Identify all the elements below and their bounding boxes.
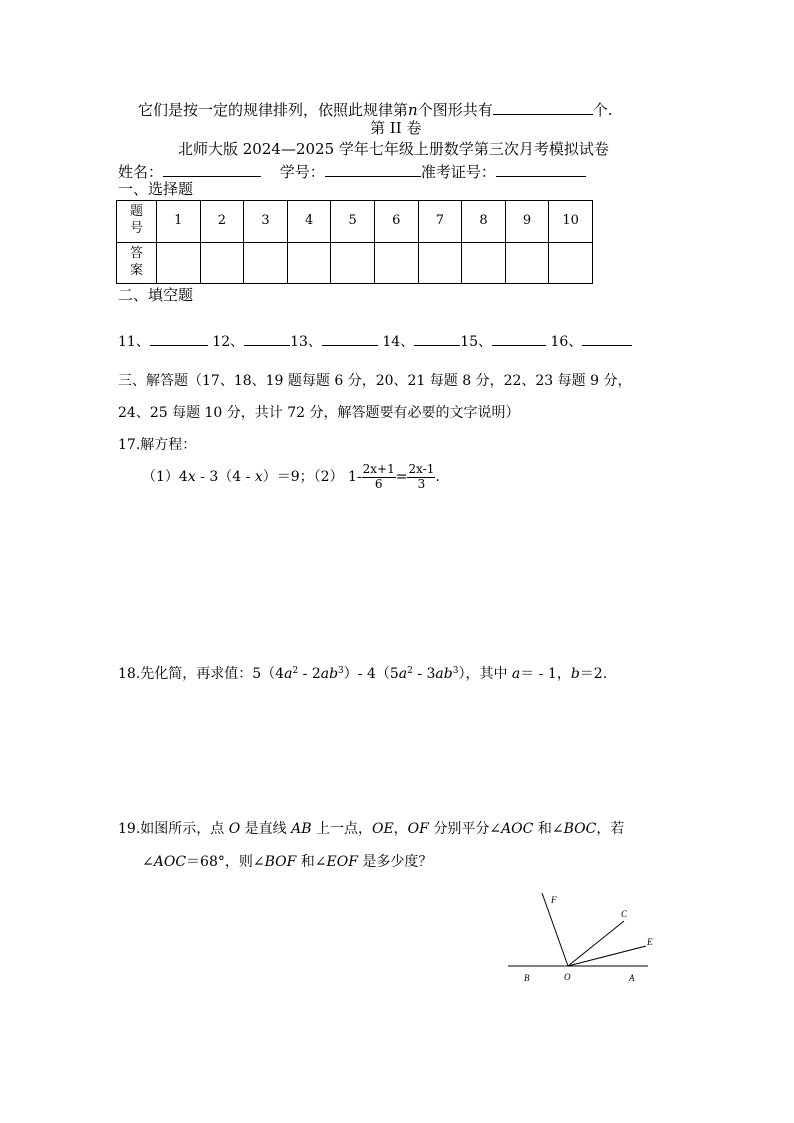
answer-cell[interactable] — [418, 242, 462, 284]
answer-cell[interactable] — [505, 242, 549, 284]
row-label-answer: 答案 — [117, 242, 157, 284]
question-number-cell: 3 — [244, 201, 288, 243]
label-e: E — [647, 937, 653, 947]
exam-no-field[interactable] — [496, 162, 586, 177]
question-17-label: 17.解方程： — [118, 437, 197, 453]
name-field[interactable] — [163, 162, 261, 177]
fraction-right: $\frac{2x-1}{3}$ — [408, 461, 435, 491]
blank-13[interactable] — [322, 331, 378, 346]
answer-row — [117, 242, 593, 284]
row-label-question-number: 题号 — [117, 201, 157, 243]
answer-cell[interactable] — [462, 242, 506, 284]
label-c: C — [621, 909, 628, 919]
answer-cell[interactable] — [374, 242, 418, 284]
question-number-cell: 4 — [287, 201, 331, 243]
answer-blank[interactable] — [493, 100, 593, 115]
volume-label: 第 II 卷 — [370, 119, 422, 137]
question-number-cell: 2 — [200, 201, 244, 243]
section-fill-title: 二、填空题 — [118, 286, 194, 304]
question-number-cell: 1 — [157, 201, 201, 243]
question-18: 18.先化简，再求值：$5(4a^2 - 2ab^3)-$ $4(5a^2 - 3ab^3)$，其中 a＝ - 1，b＝2. — [118, 666, 608, 682]
question-number-cell: 5 — [331, 201, 375, 243]
section-solve-title-line1: 三、解答题（17、18、19 题每题 6 分，20、21 每题 8 分，22、23 每题 9 分， — [118, 373, 632, 389]
previous-question-line: 它们是按一定的规律排列，依照此规律第n个图形共有 个. — [138, 101, 613, 119]
blank-15[interactable] — [492, 331, 546, 346]
id-label: 学号： — [279, 163, 325, 181]
question-19-line2: ∠AOC＝68°，则∠BOF 和∠EOF 是多少度？ — [142, 854, 433, 870]
question-number-row — [117, 201, 593, 243]
question-17-equations: （1）4x - 3（4 - x）＝9；（2） 1- $\frac{2x+1}{6}$ = $\frac{2x-1}{3}$ . — [142, 461, 440, 491]
blank-12[interactable] — [244, 331, 290, 346]
blank-14[interactable] — [414, 331, 460, 346]
fraction-left: $\frac{2x+1}{6}$ — [362, 461, 395, 491]
id-field[interactable] — [325, 162, 421, 177]
answer-cell[interactable] — [200, 242, 244, 284]
question-number-cell: 9 — [505, 201, 549, 243]
answer-cell[interactable] — [331, 242, 375, 284]
page-title: 北师大版 2024—2025 学年七年级上册数学第三次月考模拟试卷 — [178, 140, 609, 158]
answer-cell[interactable] — [244, 242, 288, 284]
name-label: 姓名： — [118, 163, 164, 181]
angle-figure — [500, 885, 660, 990]
question-number-cell: 7 — [418, 201, 462, 243]
question-19-line1: 19.如图所示，点 O 是直线 AB 上一点，OE，OF 分别平分∠AOC 和∠BOC，若 — [118, 821, 625, 837]
question-number-cell: 6 — [374, 201, 418, 243]
blank-16[interactable] — [582, 331, 632, 346]
fill-blank-line: 11、 12、 13、 14、 15、 16、 — [118, 331, 632, 349]
label-b: B — [524, 973, 530, 983]
exam-no-label: 准考证号： — [420, 163, 496, 181]
answer-cell[interactable] — [287, 242, 331, 284]
label-f: F — [551, 895, 557, 905]
label-o: O — [564, 972, 571, 982]
answer-cell[interactable] — [157, 242, 201, 284]
section-choice-title: 一、选择题 — [118, 180, 194, 198]
section-solve-title-line2: 24、25 每题 10 分，共计 72 分，解答题要有必要的文字说明） — [118, 405, 520, 421]
student-info-line — [118, 162, 586, 180]
blank-11[interactable] — [150, 331, 208, 346]
question-number-cell: 10 — [549, 201, 593, 243]
answer-cell[interactable] — [549, 242, 593, 284]
answer-grid — [116, 200, 593, 284]
question-number-cell: 8 — [462, 201, 506, 243]
label-a: A — [629, 973, 635, 983]
